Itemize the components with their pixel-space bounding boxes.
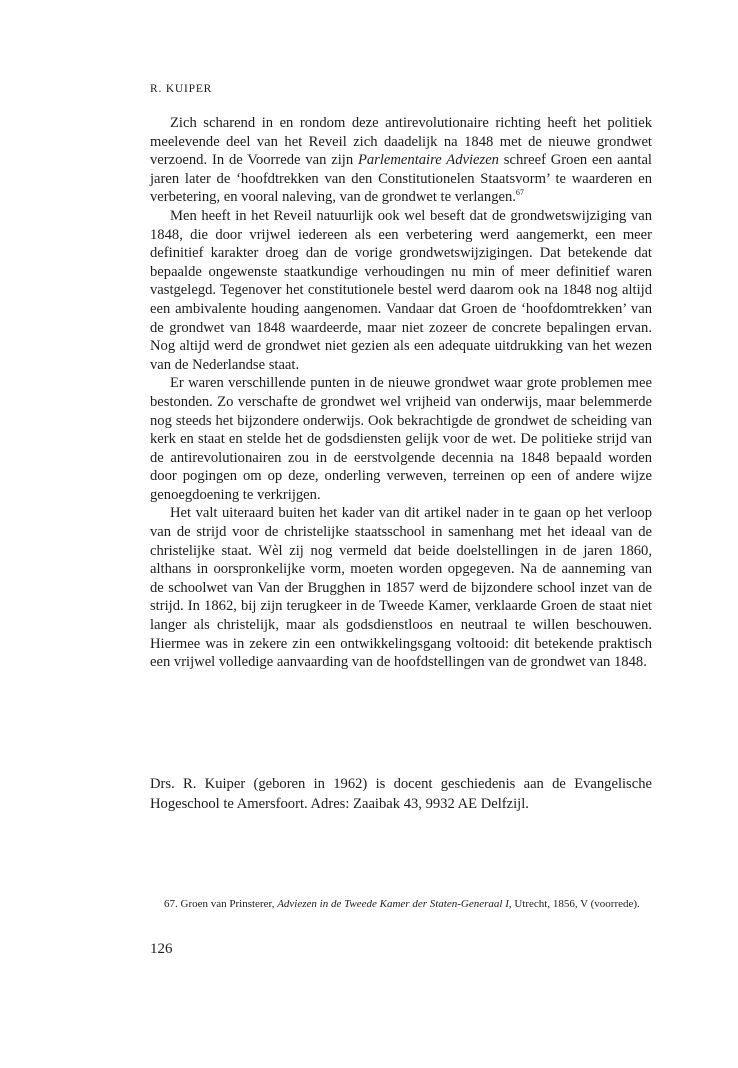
paragraph-2: Men heeft in het Reveil natuurlijk ook wel beseft dat de grondwetswijziging van 1848, die door vrijwel iedereen als een verbetering werd aangemerkt, een meer definitief karakter droeg dan de vorige grondwetswijzigingen. Dat betekende dat bepaalde ongewenste staatkundige verhoudingen nu min of meer definitief waren vastgelegd. Tegenover het constitutionele bestel werd daarom ook na 1848 nog altijd een ambivalente houding aangenomen. Vandaar dat Groen de ‘hoofdomtrekken’ van de grondwet van 1848 waardeerde, maar niet zozeer de concrete bepalingen ervan. Nog altijd werd de grondwet niet gezien als een adequate uitdrukking van het wezen van de Nederlandse staat. bbox=[150, 207, 652, 373]
paragraph-1-text: Zich scharend in en rondom deze antirevolutionaire richting heeft het politiek meelevende deel van het Reveil zich daadelijk na 1848 met de nieuwe grondwet verzoend. In de Voorrede van zijn bbox=[150, 115, 652, 169]
paragraph-3: Er waren verschillende punten in de nieuwe grondwet waar grote problemen mee bestonden. Zo verschafte de grondwet wel vrijheid van onderwijs, maar belemmerde nog steeds het bijzondere onderwijs. Ook bekrachtigde de grondwet de scheiding van kerk en staat en stelde het de godsdiensten gelijk voor de wet. De politieke strijd van de antirevolutionairen zou in de eerstvolgende decennia na 1848 bepaald worden door pogingen om op deze, onderling verweven, terreinen op een of andere wijze genoegdoening te verkrijgen. bbox=[150, 375, 652, 503]
page-number: 126 bbox=[150, 941, 173, 957]
paragraph-1-text-end: schreef Groen een aantal jaren later de ‘hoofdtrekken van den Constitutionelen Staatsvorm’ te waarderen en verbetering, en vooral naleving, van de grondwet te verlangen. bbox=[150, 152, 652, 206]
footnote-rest: , Utrecht, 1856, V (voorrede). bbox=[508, 898, 640, 910]
footnote-number: 67. bbox=[164, 898, 178, 910]
author-note: Drs. R. Kuiper (geboren in 1962) is docent geschiedenis aan de Evangelische Hogeschool te Amersfoort. Adres: Zaaibak 43, 9932 AE Delfzijl. bbox=[150, 776, 652, 812]
footnote-author: Groen van Prinsterer, bbox=[180, 898, 278, 910]
running-head: R. KUIPER bbox=[150, 83, 213, 95]
paragraph-1 bbox=[150, 114, 652, 207]
footnote-title: Adviezen in de Tweede Kamer der Staten-Generaal I bbox=[277, 898, 509, 910]
paragraph-4: Het valt uiteraard buiten het kader van dit artikel nader in te gaan op het verloop van de strijd voor de christelijke staatsschool in samenhang met het ideaal van de christelijke staat. Wèl zij nog vermeld dat beide doelstellingen in de jaren 1860, althans in oorspronkelijke vorm, moeten worden opgegeven. Na de aanneming van de schoolwet van Van der Brugghen in 1857 werd de bijzondere school inzet van de strijd. In 1862, bij zijn terugkeer in de Tweede Kamer, verklaarde Groen de staat niet langer als christelijk, maar als godsdienstloos en neutraal te willen beschouwen. Hiermee was in zekere zin een ontwikkelingsgang voltooid: dit betekende praktisch een vrijwel volledige aanvaarding van de hoofdstellingen van de grondwet van 1848. bbox=[150, 505, 652, 671]
footnote bbox=[150, 896, 652, 912]
footnote-reference[interactable]: 67 bbox=[515, 188, 524, 198]
body-text bbox=[150, 114, 652, 672]
paragraph-1-italic-title: Parlementaire Adviezen bbox=[357, 152, 499, 169]
